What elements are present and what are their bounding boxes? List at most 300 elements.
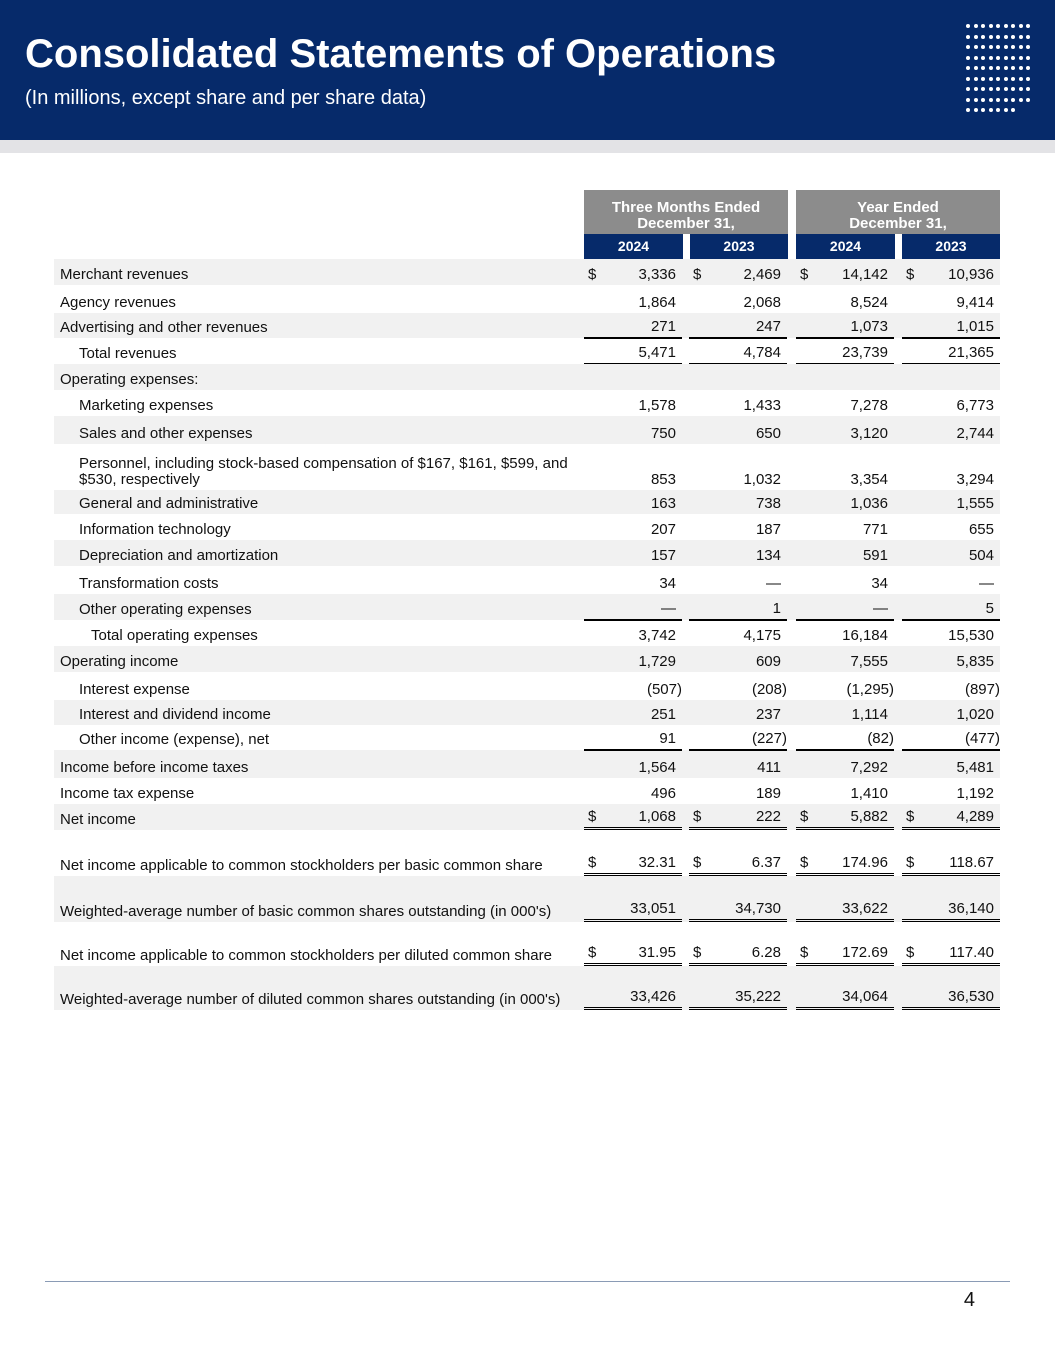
row-value-cell <box>796 313 894 338</box>
dot <box>1011 35 1015 39</box>
row-value-cell <box>796 259 894 285</box>
dot <box>996 66 1000 70</box>
row-value: 6.37 <box>751 854 781 871</box>
row-value-cell <box>796 725 894 750</box>
row-value-cell <box>796 938 894 966</box>
row-value-cell <box>689 966 787 1010</box>
row-value: 10,936 <box>948 266 994 283</box>
currency-symbol: $ <box>588 808 597 825</box>
row-value: (507) <box>646 681 682 698</box>
dot <box>996 45 1000 49</box>
row-value: 21,365 <box>948 344 994 361</box>
table-row <box>54 444 1000 490</box>
dot <box>1019 77 1023 81</box>
dot <box>966 66 970 70</box>
row-value: 496 <box>650 785 676 802</box>
row-label: Total revenues <box>79 345 177 362</box>
row-value-cell <box>796 778 894 804</box>
dot <box>1026 45 1030 49</box>
row-value: 174.96 <box>842 854 888 871</box>
row-value-cell <box>689 364 787 390</box>
row-value: 7,278 <box>850 397 888 414</box>
dot <box>1004 108 1008 112</box>
row-value: 36,530 <box>948 988 994 1005</box>
currency-symbol: $ <box>800 808 809 825</box>
table-row <box>54 646 1000 672</box>
currency-symbol: $ <box>906 808 915 825</box>
row-value-cell <box>902 566 1000 594</box>
row-value: 1,036 <box>850 495 888 512</box>
row-value-cell <box>902 313 1000 338</box>
row-value-cell <box>689 540 787 566</box>
row-value: 33,622 <box>842 900 888 917</box>
row-value: 1,729 <box>638 653 676 670</box>
row-value: 1,564 <box>638 759 676 776</box>
row-value: 16,184 <box>842 627 888 644</box>
dot <box>981 56 985 60</box>
row-value: — <box>766 575 781 592</box>
dot <box>1019 87 1023 91</box>
row-value-cell <box>689 490 787 514</box>
row-value: 4,289 <box>956 808 994 825</box>
dot <box>1026 87 1030 91</box>
header-band <box>0 140 1055 153</box>
currency-symbol: $ <box>693 854 702 871</box>
row-value: 4,784 <box>743 344 781 361</box>
row-value: 222 <box>755 808 781 825</box>
dot-grid-decoration <box>966 24 1036 116</box>
row-label: Transformation costs <box>79 575 219 592</box>
row-value: 2,744 <box>956 425 994 442</box>
table-row <box>54 966 1000 1010</box>
dot <box>974 35 978 39</box>
row-label: Personnel, including stock-based compensation of $167, $161, $599, and $530, respectively <box>79 455 568 488</box>
currency-symbol: $ <box>588 266 597 283</box>
row-value: 2,469 <box>743 266 781 283</box>
row-value-cell <box>584 966 682 1010</box>
row-value: 3,742 <box>638 627 676 644</box>
row-value-cell <box>584 566 682 594</box>
table-row <box>54 416 1000 444</box>
currency-symbol: $ <box>906 944 915 961</box>
dot <box>981 24 985 28</box>
dot <box>996 87 1000 91</box>
dot <box>1004 87 1008 91</box>
row-value-cell <box>902 848 1000 876</box>
row-value-cell <box>796 966 894 1010</box>
row-value-cell <box>689 804 787 830</box>
table-row <box>54 364 1000 390</box>
row-value-cell <box>584 646 682 672</box>
dot <box>989 45 993 49</box>
row-value-cell <box>902 416 1000 444</box>
row-value: 14,142 <box>842 266 888 283</box>
row-value-cell <box>689 416 787 444</box>
currency-symbol: $ <box>800 854 809 871</box>
dot <box>1004 77 1008 81</box>
row-value: 1,410 <box>850 785 888 802</box>
row-value-cell <box>689 444 787 490</box>
row-value: 172.69 <box>842 944 888 961</box>
row-value-cell <box>902 444 1000 490</box>
dot <box>1004 24 1008 28</box>
row-value-cell <box>796 804 894 830</box>
row-value-cell <box>902 540 1000 566</box>
dot <box>1026 66 1030 70</box>
row-value: 117.40 <box>949 944 994 961</box>
row-value-cell <box>902 750 1000 778</box>
row-value: 36,140 <box>948 900 994 917</box>
row-value-cell <box>902 514 1000 540</box>
table-row <box>54 672 1000 700</box>
row-value: 271 <box>650 318 676 335</box>
row-value-cell <box>902 259 1000 285</box>
row-value-cell <box>584 672 682 700</box>
page-subtitle: (In millions, except share and per share data) <box>25 87 427 109</box>
dot <box>981 35 985 39</box>
row-label: Weighted-average number of diluted common shares outstanding (in 000's) <box>60 991 561 1008</box>
row-value: 237 <box>755 706 781 723</box>
dot <box>1004 66 1008 70</box>
row-value: — <box>873 600 888 617</box>
dot <box>996 108 1000 112</box>
dot <box>996 77 1000 81</box>
column-year-q-2024: 2024 <box>584 234 683 259</box>
dot <box>989 98 993 102</box>
table-row <box>54 725 1000 750</box>
table-row <box>54 750 1000 778</box>
currency-symbol: $ <box>693 944 702 961</box>
row-label: Interest and dividend income <box>79 706 271 723</box>
row-value: 655 <box>968 521 994 538</box>
row-value: (897) <box>964 681 1000 698</box>
row-value-cell <box>689 313 787 338</box>
row-value-cell <box>902 700 1000 725</box>
row-value-cell <box>584 750 682 778</box>
dot <box>1026 35 1030 39</box>
dot <box>981 108 985 112</box>
table-row <box>54 778 1000 804</box>
currency-symbol: $ <box>588 944 597 961</box>
dot <box>981 66 985 70</box>
dot <box>1019 66 1023 70</box>
dot <box>1011 66 1015 70</box>
dot <box>974 98 978 102</box>
row-value: 7,292 <box>850 759 888 776</box>
row-label: Operating income <box>60 653 179 670</box>
dot <box>974 45 978 49</box>
row-value-cell <box>584 416 682 444</box>
row-value: 650 <box>755 425 781 442</box>
currency-symbol: $ <box>906 266 915 283</box>
row-value-cell <box>902 804 1000 830</box>
row-label: Marketing expenses <box>79 397 214 414</box>
row-value-cell <box>584 848 682 876</box>
dot <box>989 35 993 39</box>
row-value-cell <box>796 514 894 540</box>
row-value-cell <box>902 390 1000 416</box>
row-value-cell <box>902 672 1000 700</box>
row-value: 3,336 <box>638 266 676 283</box>
table-row <box>54 390 1000 416</box>
row-value: (477) <box>964 730 1000 747</box>
dot <box>974 24 978 28</box>
row-label: Other operating expenses <box>79 601 252 618</box>
row-value-cell <box>796 338 894 364</box>
dot <box>1019 56 1023 60</box>
row-value-cell <box>584 514 682 540</box>
table-row <box>54 514 1000 540</box>
row-value-cell <box>902 490 1000 514</box>
row-value-cell <box>689 514 787 540</box>
row-value: 853 <box>650 471 676 488</box>
row-value-cell <box>689 700 787 725</box>
row-value-cell <box>796 876 894 922</box>
header-banner <box>0 0 1055 140</box>
row-value-cell <box>689 390 787 416</box>
currency-symbol: $ <box>800 944 809 961</box>
row-value: 3,120 <box>850 425 888 442</box>
dot <box>989 77 993 81</box>
dot <box>966 45 970 49</box>
row-value: 15,530 <box>948 627 994 644</box>
dot <box>989 56 993 60</box>
dot <box>981 98 985 102</box>
row-value: 9,414 <box>956 294 994 311</box>
row-value-cell <box>902 338 1000 364</box>
dot <box>981 77 985 81</box>
dot <box>1019 45 1023 49</box>
row-value: 134 <box>755 547 781 564</box>
row-value: 187 <box>755 521 781 538</box>
row-value: 5 <box>985 600 994 617</box>
row-label: Depreciation and amortization <box>79 547 279 564</box>
row-value: (208) <box>751 681 787 698</box>
row-value-cell <box>584 700 682 725</box>
row-label: Net income applicable to common stockholders per basic common share <box>60 857 543 874</box>
row-label: Weighted-average number of basic common shares outstanding (in 000's) <box>60 903 552 920</box>
dot <box>966 77 970 81</box>
row-value: 34,730 <box>735 900 781 917</box>
column-group-year: Year Ended December 31, <box>796 190 1000 234</box>
table-row <box>54 938 1000 966</box>
dot <box>981 87 985 91</box>
row-label: Income tax expense <box>60 785 195 802</box>
row-value-cell <box>796 594 894 620</box>
row-value-cell <box>902 364 1000 390</box>
row-value-cell <box>902 285 1000 313</box>
row-value: 5,835 <box>956 653 994 670</box>
row-label: Sales and other expenses <box>79 425 253 442</box>
dot <box>996 24 1000 28</box>
row-value-cell <box>584 490 682 514</box>
row-value: 31.95 <box>638 944 676 961</box>
row-value-cell <box>902 646 1000 672</box>
table-row <box>54 259 1000 285</box>
row-value: 35,222 <box>735 988 781 1005</box>
row-value: 91 <box>659 730 676 747</box>
row-value: 1,192 <box>956 785 994 802</box>
currency-symbol: $ <box>800 266 809 283</box>
row-value-cell <box>796 416 894 444</box>
row-value-cell <box>796 672 894 700</box>
row-value: 4,175 <box>743 627 781 644</box>
dot <box>974 77 978 81</box>
row-value: 207 <box>650 521 676 538</box>
row-value-cell <box>689 938 787 966</box>
row-value: 32.31 <box>638 854 676 871</box>
row-label: General and administrative <box>79 495 259 512</box>
row-label: Interest expense <box>79 681 190 698</box>
row-value-cell <box>902 620 1000 646</box>
column-group-three-months: Three Months Ended December 31, <box>584 190 788 234</box>
row-value: 5,481 <box>956 759 994 776</box>
row-label: Net income applicable to common stockholders per diluted common share <box>60 947 552 964</box>
row-label: Agency revenues <box>60 294 176 311</box>
page-number: 4 <box>963 1289 975 1311</box>
row-value-cell <box>689 848 787 876</box>
row-value: 33,426 <box>630 988 676 1005</box>
dot <box>989 66 993 70</box>
table-row <box>54 594 1000 620</box>
dot <box>981 45 985 49</box>
row-value-cell <box>689 620 787 646</box>
row-value-cell <box>902 778 1000 804</box>
row-value: 8,524 <box>850 294 888 311</box>
dot <box>974 108 978 112</box>
row-value-cell <box>796 490 894 514</box>
dot <box>974 87 978 91</box>
dot <box>996 35 1000 39</box>
row-value-cell <box>689 594 787 620</box>
dot <box>966 56 970 60</box>
row-value-cell <box>796 646 894 672</box>
dot <box>1004 35 1008 39</box>
table-row <box>54 285 1000 313</box>
dot <box>1011 56 1015 60</box>
row-label: Net income <box>60 811 136 828</box>
row-value-cell <box>796 566 894 594</box>
dot <box>989 108 993 112</box>
row-value-cell <box>689 646 787 672</box>
row-value: 6.28 <box>751 944 781 961</box>
row-value-cell <box>584 444 682 490</box>
row-value-cell <box>584 876 682 922</box>
dot <box>996 98 1000 102</box>
dot <box>989 24 993 28</box>
row-value-cell <box>689 566 787 594</box>
table-row <box>54 804 1000 830</box>
table-row <box>54 566 1000 594</box>
row-value: 1,073 <box>850 318 888 335</box>
row-value: 1,020 <box>956 706 994 723</box>
row-value-cell <box>796 700 894 725</box>
currency-symbol: $ <box>693 808 702 825</box>
dot <box>1011 87 1015 91</box>
row-value: 1 <box>772 600 781 617</box>
row-value: 23,739 <box>842 344 888 361</box>
dot <box>1011 24 1015 28</box>
row-value: 33,051 <box>630 900 676 917</box>
row-value: 3,354 <box>850 471 888 488</box>
row-value-cell <box>902 876 1000 922</box>
row-value: 5,471 <box>638 344 676 361</box>
row-value: 163 <box>650 495 676 512</box>
dot <box>974 56 978 60</box>
row-value-cell <box>584 725 682 750</box>
row-value: 118.67 <box>949 854 994 871</box>
currency-symbol: $ <box>693 266 702 283</box>
row-value-cell <box>689 338 787 364</box>
table-row <box>54 848 1000 876</box>
table-row <box>54 700 1000 725</box>
row-label: Income before income taxes <box>60 759 249 776</box>
dot <box>1026 56 1030 60</box>
table-row <box>54 490 1000 514</box>
dot <box>966 87 970 91</box>
column-year-y-2023: 2023 <box>902 234 1000 259</box>
row-value-cell <box>584 313 682 338</box>
row-value: 591 <box>862 547 888 564</box>
row-label: Advertising and other revenues <box>60 319 268 336</box>
dot <box>966 108 970 112</box>
dot <box>966 35 970 39</box>
row-value-cell <box>796 620 894 646</box>
dot <box>1026 77 1030 81</box>
row-value: 771 <box>862 521 888 538</box>
row-value-cell <box>689 285 787 313</box>
dot <box>1019 98 1023 102</box>
row-value-cell <box>689 750 787 778</box>
dot <box>974 66 978 70</box>
dot <box>1026 98 1030 102</box>
row-label: Operating expenses: <box>60 371 199 388</box>
footer-rule <box>45 1281 1010 1282</box>
row-value-cell <box>584 778 682 804</box>
row-value: 750 <box>650 425 676 442</box>
dot <box>1004 45 1008 49</box>
dot <box>1004 98 1008 102</box>
row-value-cell <box>902 725 1000 750</box>
row-value: 1,032 <box>743 471 781 488</box>
row-value-cell <box>796 848 894 876</box>
row-label: Other income (expense), net <box>79 731 270 748</box>
row-value: 7,555 <box>850 653 888 670</box>
table-row <box>54 876 1000 922</box>
dot <box>1011 108 1015 112</box>
row-value-cell <box>584 259 682 285</box>
dot <box>1011 77 1015 81</box>
table-row <box>54 338 1000 364</box>
row-value: 6,773 <box>956 397 994 414</box>
row-value: 1,114 <box>851 706 888 723</box>
table-row <box>54 313 1000 338</box>
dot <box>1019 24 1023 28</box>
row-value: 1,015 <box>956 318 994 335</box>
row-value: 738 <box>755 495 781 512</box>
row-value-cell <box>796 540 894 566</box>
row-value: 411 <box>757 759 781 776</box>
dot <box>966 24 970 28</box>
row-value-cell <box>584 285 682 313</box>
row-label: Information technology <box>79 521 231 538</box>
row-value-cell <box>689 725 787 750</box>
row-value-cell <box>584 338 682 364</box>
row-label: Total operating expenses <box>91 627 258 644</box>
row-value: 157 <box>650 547 676 564</box>
dot <box>989 87 993 91</box>
row-value-cell <box>689 672 787 700</box>
